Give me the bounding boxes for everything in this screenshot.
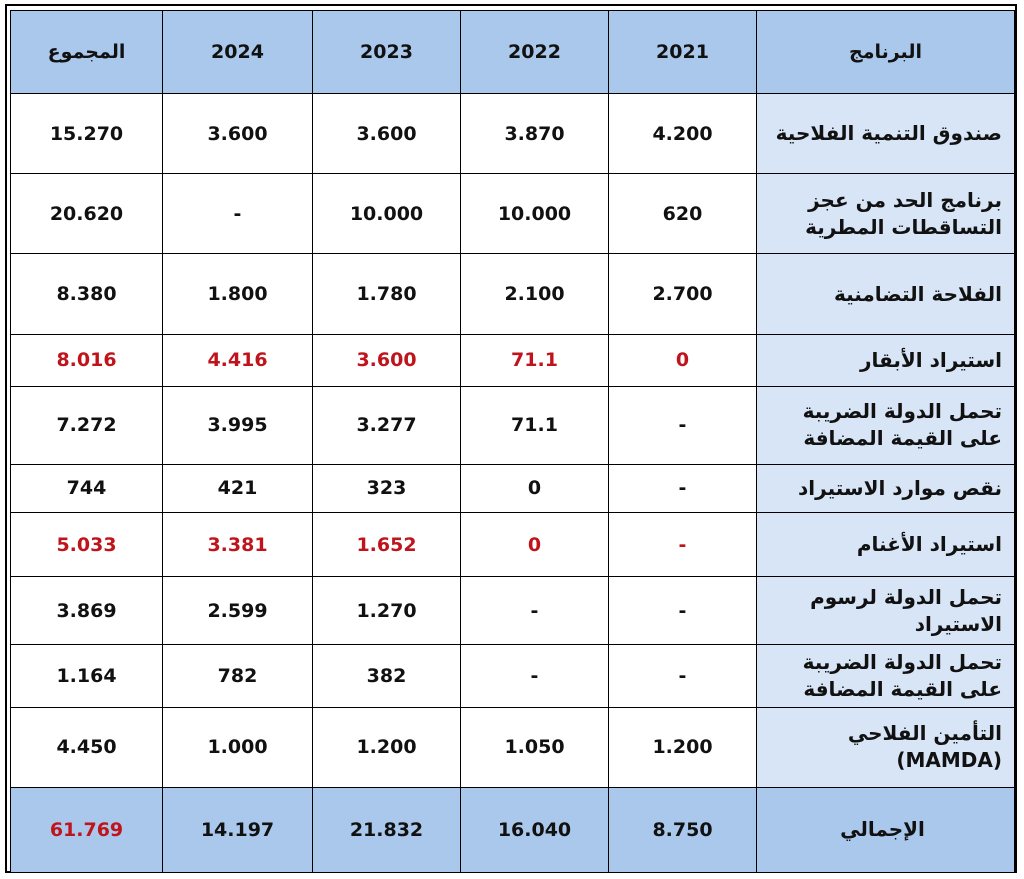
row-program: نقص موارد الاستيراد	[757, 464, 1015, 512]
cell-total: 15.270	[11, 94, 163, 174]
header-2021: 2021	[609, 11, 757, 94]
cell-2022: 71.1	[461, 386, 609, 464]
row-program: استيراد الأغنام	[757, 513, 1015, 577]
header-row	[11, 11, 1015, 94]
row-program: برنامج الحد من عجز التساقطات المطرية	[757, 174, 1015, 254]
table-row	[11, 645, 1015, 707]
header-2022: 2022	[461, 11, 609, 94]
programs-budget-table	[10, 10, 1015, 873]
cell-2023: 3.277	[313, 386, 461, 464]
cell-total: 3.869	[11, 577, 163, 645]
header-total: المجموع	[11, 11, 163, 94]
cell-2024: 3.600	[163, 94, 313, 174]
cell-total: 8.380	[11, 254, 163, 334]
cell-2023: 3.600	[313, 334, 461, 386]
cell-2024: -	[163, 174, 313, 254]
cell-2021: 1.200	[609, 707, 757, 787]
row-program: التأمين الفلاحي (MAMDA)	[757, 707, 1015, 787]
table-row	[11, 513, 1015, 577]
cell-2024: 1.800	[163, 254, 313, 334]
cell-2023: 1.780	[313, 254, 461, 334]
cell-2022: 1.050	[461, 707, 609, 787]
total-2024: 14.197	[163, 787, 313, 872]
row-program: استيراد الأبقار	[757, 334, 1015, 386]
cell-2023: 1.200	[313, 707, 461, 787]
cell-2022: -	[461, 645, 609, 707]
cell-2024: 421	[163, 464, 313, 512]
cell-2021: -	[609, 645, 757, 707]
total-2022: 16.040	[461, 787, 609, 872]
cell-2021: 0	[609, 334, 757, 386]
header-program: البرنامج	[757, 11, 1015, 94]
cell-2023: 1.652	[313, 513, 461, 577]
cell-2023: 10.000	[313, 174, 461, 254]
cell-total: 7.272	[11, 386, 163, 464]
header-2023: 2023	[313, 11, 461, 94]
cell-2021: -	[609, 464, 757, 512]
cell-2022: 71.1	[461, 334, 609, 386]
cell-total: 1.164	[11, 645, 163, 707]
totals-row	[11, 787, 1015, 872]
row-program: تحمل الدولة الضريبة على القيمة المضافة	[757, 645, 1015, 707]
cell-total: 8.016	[11, 334, 163, 386]
cell-total: 20.620	[11, 174, 163, 254]
cell-2021: -	[609, 513, 757, 577]
table-row	[11, 577, 1015, 645]
totals-label: الإجمالي	[757, 787, 1015, 872]
cell-2021: 620	[609, 174, 757, 254]
cell-2022: 3.870	[461, 94, 609, 174]
table-row	[11, 707, 1015, 787]
cell-2024: 1.000	[163, 707, 313, 787]
cell-2022: -	[461, 577, 609, 645]
cell-2023: 1.270	[313, 577, 461, 645]
cell-2024: 2.599	[163, 577, 313, 645]
cell-2024: 3.381	[163, 513, 313, 577]
cell-2024: 782	[163, 645, 313, 707]
table-row	[11, 464, 1015, 512]
table-row	[11, 254, 1015, 334]
row-program: تحمل الدولة لرسوم الاستيراد	[757, 577, 1015, 645]
cell-2023: 382	[313, 645, 461, 707]
cell-2024: 3.995	[163, 386, 313, 464]
table-row	[11, 174, 1015, 254]
cell-2022: 10.000	[461, 174, 609, 254]
row-program: تحمل الدولة الضريبة على القيمة المضافة	[757, 386, 1015, 464]
cell-2021: -	[609, 386, 757, 464]
cell-total: 4.450	[11, 707, 163, 787]
cell-2023: 3.600	[313, 94, 461, 174]
header-2024: 2024	[163, 11, 313, 94]
cell-2023: 323	[313, 464, 461, 512]
row-program: الفلاحة التضامنية	[757, 254, 1015, 334]
cell-2021: -	[609, 577, 757, 645]
cell-2022: 0	[461, 464, 609, 512]
cell-2022: 2.100	[461, 254, 609, 334]
cell-total: 5.033	[11, 513, 163, 577]
row-program: صندوق التنمية الفلاحية	[757, 94, 1015, 174]
table-row	[11, 386, 1015, 464]
table-row	[11, 94, 1015, 174]
cell-2024: 4.416	[163, 334, 313, 386]
cell-2022: 0	[461, 513, 609, 577]
cell-2021: 4.200	[609, 94, 757, 174]
cell-2021: 2.700	[609, 254, 757, 334]
grand-total: 61.769	[11, 787, 163, 872]
table-row	[11, 334, 1015, 386]
total-2023: 21.832	[313, 787, 461, 872]
cell-total: 744	[11, 464, 163, 512]
total-2021: 8.750	[609, 787, 757, 872]
